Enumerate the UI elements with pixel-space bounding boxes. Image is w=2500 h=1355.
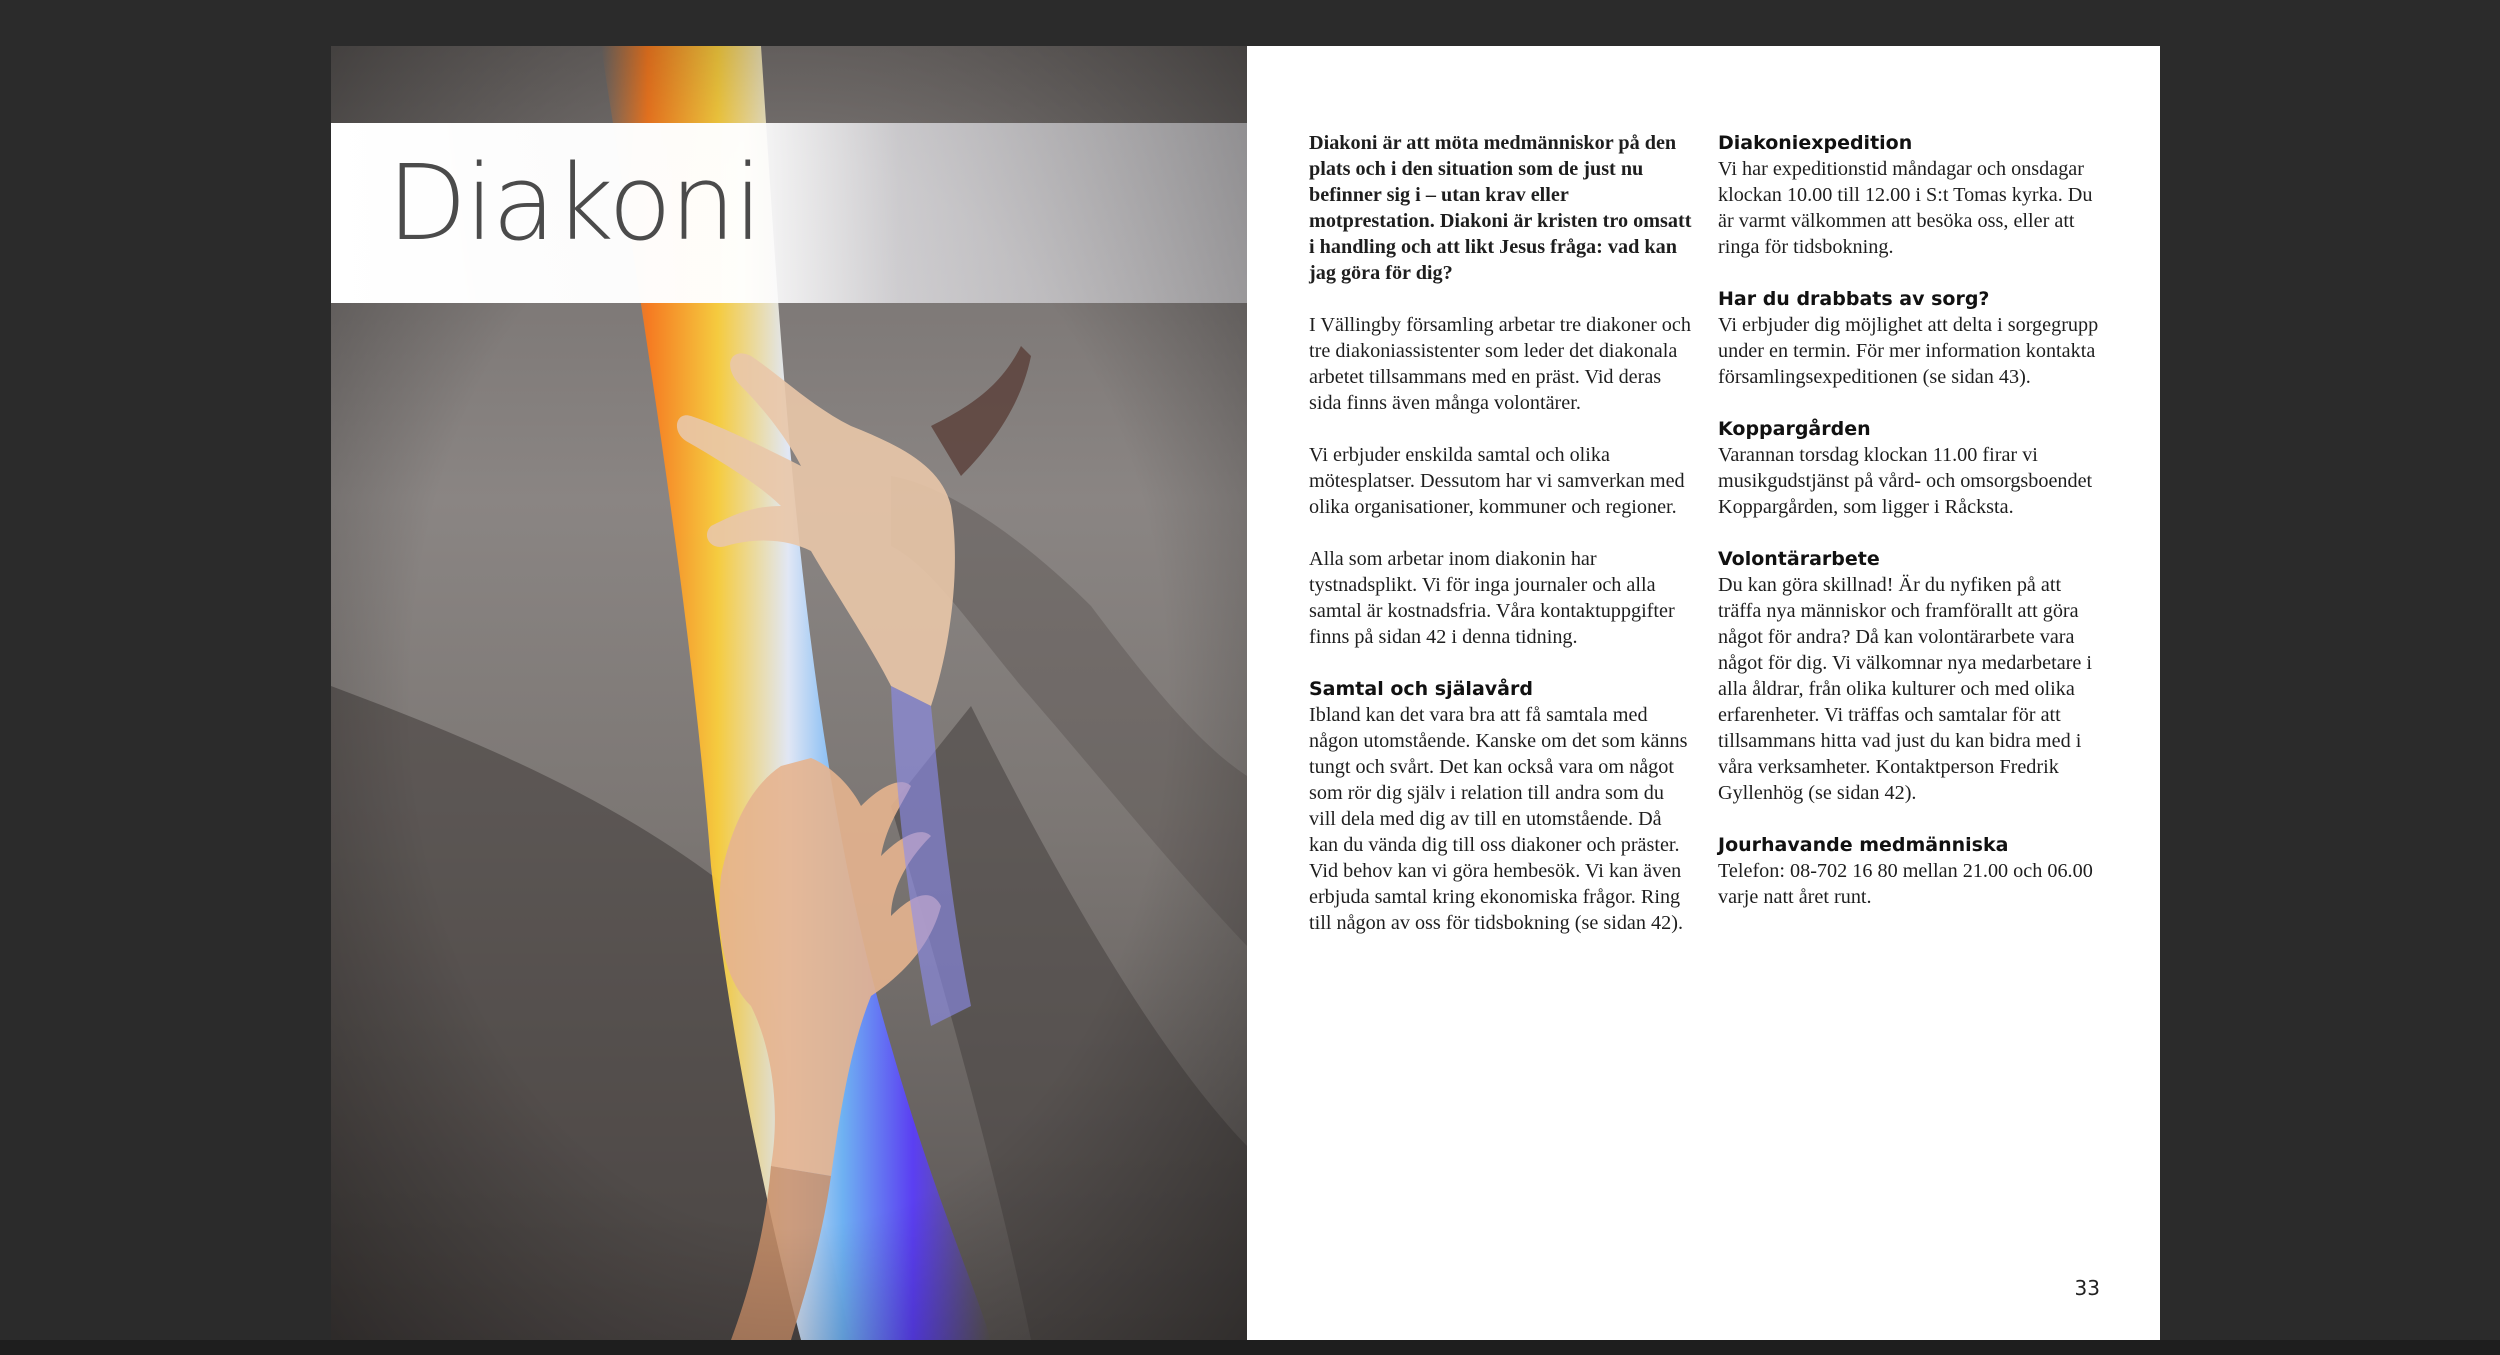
body-paragraph: Alla som arbetar inom diakonin har tystnadsplikt. Vi för inga journaler och alla samtal är kostnadsfria. Våra kontaktuppgifter finns på sidan 42 i denna tidning. bbox=[1309, 548, 1675, 648]
page-title: Diakoni bbox=[387, 142, 761, 264]
body-paragraph: I Vällingby församling arbetar tre diakoner och tre diakoniassistenter som leder det diakonala arbetet tillsammans med en präst. Vid deras sida finns även många volontärer. bbox=[1309, 314, 1691, 414]
section-text: Varannan torsdag klockan 11.00 firar vi musikgudstjänst på vård- och omsorgsboendet Koppargården, som ligger i Råcksta. bbox=[1718, 444, 2093, 518]
section-text: Ibland kan det vara bra att få samtala med någon utomstående. Kanske om det som känns tungt och svårt. Det kan också vara om något som rör dig själv i relation till andra som du vill dela med dig av till en utomstående. Då kan du vända dig till oss diakoner och präster. Vid behov kan vi göra hembesök. Vi kan även erbjuda samtal kring ekonomiska frågor. Ring till någon av oss för tidsbokning (se sidan 42). bbox=[1309, 704, 1688, 934]
section-heading: Jourhavande medmänniska bbox=[1718, 834, 2009, 856]
text-column-1 bbox=[1309, 130, 1695, 962]
section-text: Telefon: 08-702 16 80 mellan 21.00 och 06.00 varje natt året runt. bbox=[1718, 860, 2093, 908]
magazine-spread bbox=[331, 46, 2160, 1340]
section-heading: Volontärarbete bbox=[1718, 548, 1880, 570]
left-page bbox=[331, 46, 1247, 1340]
title-band bbox=[331, 123, 1247, 303]
section-heading: Samtal och själavård bbox=[1309, 678, 1533, 700]
section-heading: Har du drabbats av sorg? bbox=[1718, 288, 1990, 310]
lead-paragraph: Diakoni är att möta medmänniskor på den plats och i den situation som de just nu befinner sig i – utan krav eller motprestation. Diakoni är kristen tro omsatt i handling och att likt Jesus fråga: vad kan jag göra för dig? bbox=[1309, 132, 1692, 284]
page-number: 33 bbox=[2074, 1276, 2100, 1300]
viewer-bottom-bar bbox=[0, 1340, 2500, 1355]
right-page bbox=[1247, 46, 2160, 1340]
section-text: Vi erbjuder dig möjlighet att delta i sorgegrupp under en termin. För mer information kontakta församlingsexpeditionen (se sidan 43). bbox=[1718, 314, 2099, 388]
section-heading: Koppargården bbox=[1718, 418, 1871, 440]
body-paragraph: Vi erbjuder enskilda samtal och olika mötesplatser. Dessutom har vi samverkan med olika organisationer, kommuner och regioner. bbox=[1309, 444, 1685, 518]
text-column-2 bbox=[1718, 130, 2104, 936]
section-text: Vi har expeditionstid måndagar och onsdagar klockan 10.00 till 12.00 i S:t Tomas kyrka. Du är varmt välkommen att besöka oss, eller att ringa för tidsbokning. bbox=[1718, 158, 2093, 258]
section-text: Du kan göra skillnad! Är du nyfiken på att träffa nya människor och framförallt att göra något för andra? Då kan volontärarbete vara något för dig. Vi välkomnar nya medarbetare i alla åldrar, från olika kulturer och med olika erfarenheter. Vi träffas och samtalar för att tillsammans hitta vad just du kan bidra med i våra verksamheter. Kontaktperson Fredrik Gyllenhög (se sidan 42). bbox=[1718, 574, 2093, 804]
section-heading: Diakoniexpedition bbox=[1718, 132, 1913, 154]
